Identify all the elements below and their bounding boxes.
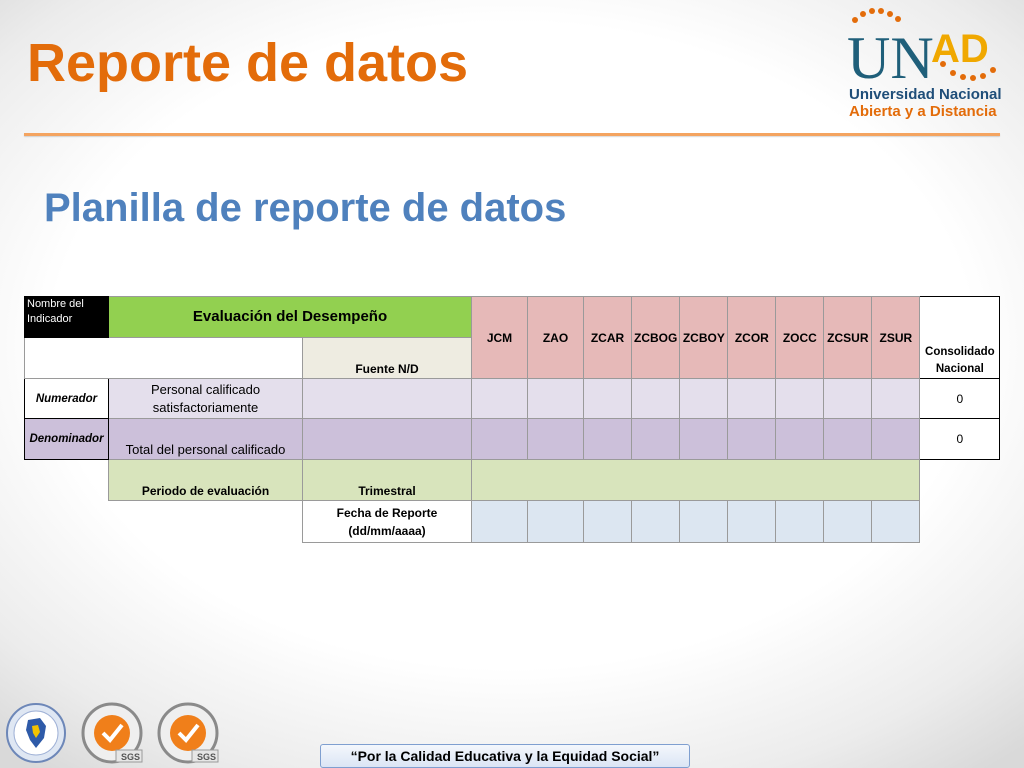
empty-cell xyxy=(109,501,303,543)
data-cell xyxy=(824,379,872,419)
certification-seals xyxy=(6,700,226,766)
data-cell xyxy=(872,419,920,460)
data-cell xyxy=(584,379,632,419)
zone-header: JCM xyxy=(472,297,528,379)
denominator-label: Denominador xyxy=(25,419,109,460)
empty-cell xyxy=(25,460,109,501)
denominator-source-cell xyxy=(303,419,472,460)
date-cell xyxy=(528,501,584,543)
table-row xyxy=(25,419,1000,460)
colombia-seal-icon xyxy=(7,704,65,762)
data-cell xyxy=(528,379,584,419)
table-row xyxy=(25,297,1000,338)
date-cell xyxy=(824,501,872,543)
evaluation-header: Evaluación del Desempeño xyxy=(109,297,472,338)
zone-header: ZCSUR xyxy=(824,297,872,379)
data-cell xyxy=(680,419,728,460)
sgs-label: SGS xyxy=(197,752,217,762)
data-cell xyxy=(872,379,920,419)
denominator-total: 0 xyxy=(920,419,1000,460)
date-cell xyxy=(632,501,680,543)
zone-header: ZSUR xyxy=(872,297,920,379)
data-cell xyxy=(472,379,528,419)
empty-cell xyxy=(25,501,109,543)
period-value: Trimestral xyxy=(303,460,472,501)
empty-cell xyxy=(920,460,1000,501)
date-cell xyxy=(472,501,528,543)
table-row xyxy=(25,501,1000,543)
zone-header: ZCOR xyxy=(728,297,776,379)
slide-subtitle: Planilla de reporte de datos xyxy=(44,186,567,230)
title-divider xyxy=(24,133,1000,136)
footer-motto: “Por la Calidad Educativa y la Equidad Social” xyxy=(320,744,690,768)
denominator-description: Total del personal calificado xyxy=(109,419,303,460)
numerator-label: Numerador xyxy=(25,379,109,419)
zone-header: ZCBOY xyxy=(680,297,728,379)
zone-header: ZOCC xyxy=(776,297,824,379)
empty-cell xyxy=(920,501,1000,543)
sgs-label: SGS xyxy=(121,752,141,762)
data-cell xyxy=(472,419,528,460)
data-cell xyxy=(776,419,824,460)
numerator-description: Personal calificado satisfactoriamente xyxy=(109,379,303,419)
blank-cell xyxy=(25,338,303,379)
report-table xyxy=(24,296,1000,543)
zone-header: ZAO xyxy=(528,297,584,379)
data-cell xyxy=(728,379,776,419)
consolidated-header: Consolidado Nacional xyxy=(920,297,1000,379)
data-cell xyxy=(584,419,632,460)
logo-un: UN xyxy=(847,25,934,91)
data-cell xyxy=(528,419,584,460)
zone-header: ZCAR xyxy=(584,297,632,379)
data-cell xyxy=(632,419,680,460)
logo-line1: Universidad Nacional xyxy=(849,86,1002,103)
date-cell xyxy=(872,501,920,543)
table-row xyxy=(25,460,1000,501)
numerator-source-cell xyxy=(303,379,472,419)
date-cell xyxy=(584,501,632,543)
data-cell xyxy=(824,419,872,460)
indicator-name-header: Nombre del Indicador xyxy=(25,297,109,338)
table-row xyxy=(25,379,1000,419)
source-cell: Fuente N/D xyxy=(303,338,472,379)
data-cell xyxy=(776,379,824,419)
data-cell xyxy=(728,419,776,460)
numerator-total: 0 xyxy=(920,379,1000,419)
date-cell xyxy=(776,501,824,543)
date-cell xyxy=(728,501,776,543)
report-date-label: Fecha de Reporte (dd/mm/aaaa) xyxy=(303,501,472,543)
data-cell xyxy=(632,379,680,419)
period-span-cell xyxy=(472,460,920,501)
data-cell xyxy=(680,379,728,419)
logo-line2: Abierta y a Distancia xyxy=(849,103,997,120)
logo-ad: AD xyxy=(931,27,989,71)
period-label: Periodo de evaluación xyxy=(109,460,303,501)
slide-title: Reporte de datos xyxy=(27,33,469,93)
date-cell xyxy=(680,501,728,543)
zone-header: ZCBOG xyxy=(632,297,680,379)
